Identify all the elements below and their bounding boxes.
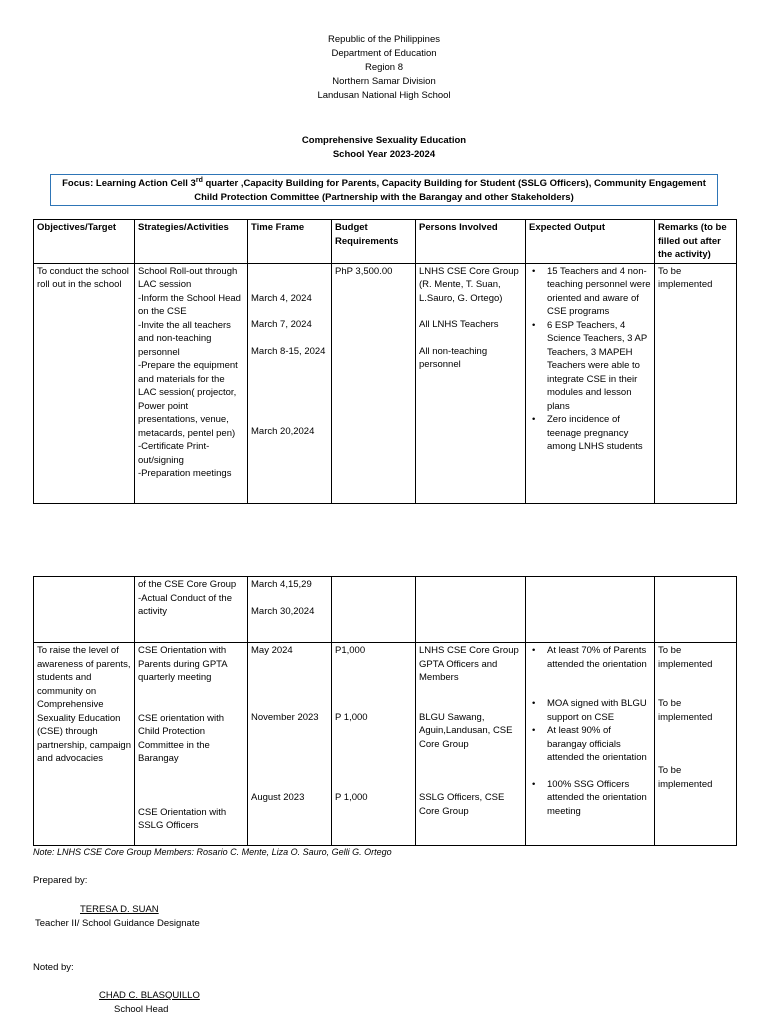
header-department: Department of Education xyxy=(331,48,437,59)
time-item: March 4,15,29 xyxy=(251,579,312,590)
strategy-item: -Preparation meetings xyxy=(138,468,232,479)
focus-superscript: rd xyxy=(195,176,203,184)
col-header-time-frame: Time Frame xyxy=(248,220,332,264)
objective-cell xyxy=(34,577,135,643)
time-item: March 7, 2024 xyxy=(251,319,312,330)
document-header xyxy=(0,33,768,103)
table-row xyxy=(34,577,737,643)
person-item: All LNHS Teachers xyxy=(419,319,499,330)
strategy-item: -Invite the all teachers and non-teaching personnel xyxy=(138,319,231,358)
person-item: LNHS CSE Core Group (R. Mente, T. Suan, L.Sauro, G. Ortego) xyxy=(419,265,519,304)
persons-cell xyxy=(416,643,526,846)
time-frame-cell xyxy=(248,263,332,503)
time-item: November 2023 xyxy=(251,711,319,723)
remarks-item: To be implemented xyxy=(658,645,713,670)
header-division: Northern Samar Division xyxy=(332,76,436,87)
strategy-item: -Certificate Print-out/signing xyxy=(138,441,210,466)
time-item: May 2024 xyxy=(251,645,293,656)
time-item: March 4, 2024 xyxy=(251,292,312,304)
header-republic: Republic of the Philippines xyxy=(328,34,440,45)
plan-table-page1 xyxy=(33,219,737,504)
time-frame-cell xyxy=(248,643,332,846)
persons-cell xyxy=(416,577,526,643)
col-header-persons: Persons Involved xyxy=(416,220,526,264)
output-list xyxy=(529,778,651,819)
col-header-strategies: Strategies/Activities xyxy=(135,220,248,264)
objective-cell: To conduct the school roll out in the school xyxy=(34,263,135,503)
expected-output-cell xyxy=(526,263,655,503)
output-list xyxy=(529,265,651,454)
remarks-item: To be implemented xyxy=(658,698,713,723)
remarks-item: To be implemented xyxy=(658,765,713,790)
core-group-note: Note: LNHS CSE Core Group Members: Rosario C. Mente, Liza O. Sauro, Gelli G. Ortego xyxy=(33,847,392,857)
remarks-cell xyxy=(655,643,737,846)
budget-cell xyxy=(332,577,416,643)
person-item: All non-teaching personnel xyxy=(419,345,488,370)
plan-table-page2 xyxy=(33,576,737,846)
expected-output-cell xyxy=(526,577,655,643)
strategy-item: -Prepare the equipment and materials for the LAC session( projector, Power point presentations, venue, metacards, pentel pen) xyxy=(138,360,238,439)
strategies-cell xyxy=(135,577,248,643)
table-row xyxy=(34,263,737,503)
time-item: March 20,2024 xyxy=(251,426,315,437)
table-row xyxy=(34,643,737,846)
strategy-item: CSE Orientation with SSLG Officers xyxy=(138,806,227,831)
output-list xyxy=(529,644,651,671)
time-item: August 2023 xyxy=(251,792,305,803)
budget-cell: PhP 3,500.00 xyxy=(332,263,416,503)
focus-box xyxy=(50,174,718,206)
remarks-cell xyxy=(655,577,737,643)
time-item: March 8-15, 2024 xyxy=(251,345,326,357)
prepared-by-name: TERESA D. SUAN xyxy=(80,904,159,915)
focus-text-end: quarter ,Capacity Building for Parents, Capacity Building for Student (SSLG Officers), Community Engagement Child Protection Committee (Partnership with the Barangay and other Stakeholders) xyxy=(194,178,706,203)
output-item: • 15 Teachers and 4 non-teaching personnel were oriented and aware of CSE programs xyxy=(547,265,651,319)
strategy-item: School Roll-out through LAC session xyxy=(138,265,238,290)
title-school-year: School Year 2023-2024 xyxy=(332,149,436,160)
output-list xyxy=(529,697,651,765)
noted-by-name: CHAD C. BLASQUILLO xyxy=(99,990,200,1001)
output-item: • 100% SSG Officers attended the orientation meeting xyxy=(547,778,651,819)
noted-by-label: Noted by: xyxy=(33,962,74,973)
strategy-item: CSE Orientation with Parents during GPTA quarterly meeting xyxy=(138,645,228,683)
remarks-cell: To be implemented xyxy=(655,263,737,503)
objective-cell: To raise the level of awareness of parents, students and community on Comprehensive Sexuality Education (CSE) through partnership, campaign and advocacies xyxy=(34,643,135,846)
document-title xyxy=(0,134,768,162)
expected-output-cell xyxy=(526,643,655,846)
budget-item: P1,000 xyxy=(335,645,366,656)
person-item: SSLG Officers, CSE Core Group xyxy=(419,792,505,817)
strategy-item: -Actual Conduct of the activity xyxy=(138,592,232,617)
strategies-cell xyxy=(135,263,248,503)
person-item: BLGU Sawang, Aguin,Landusan, CSE Core Group xyxy=(419,711,513,750)
strategy-item: -Inform the School Head on the CSE xyxy=(138,292,241,317)
col-header-budget: Budget Requirements xyxy=(332,220,416,264)
title-program: Comprehensive Sexuality Education xyxy=(301,135,467,146)
col-header-expected-output: Expected Output xyxy=(526,220,655,264)
strategy-item: CSE orientation with Child Protection Committee in the Barangay xyxy=(138,712,225,764)
strategy-item: of the CSE Core Group xyxy=(138,579,237,590)
prepared-by-label: Prepared by: xyxy=(33,875,88,886)
header-school: Landusan National High School xyxy=(317,90,451,101)
noted-by-position: School Head xyxy=(114,1004,169,1015)
budget-item: P 1,000 xyxy=(335,792,368,803)
col-header-remarks: Remarks (to be filled out after the activity) xyxy=(655,220,737,264)
table-header-row xyxy=(34,220,737,264)
budget-cell xyxy=(332,643,416,846)
output-item: • At least 70% of Parents attended the orientation xyxy=(547,644,651,671)
prepared-by-position: Teacher II/ School Guidance Designate xyxy=(35,918,200,929)
output-item: • 6 ESP Teachers, 4 Science Teachers, 3 AP Teachers, 3 MAPEH Teachers were able to integrate CSE in their modules and lesson plans xyxy=(547,319,651,414)
col-header-objectives: Objectives/Target xyxy=(34,220,135,264)
time-item: March 30,2024 xyxy=(251,605,315,617)
person-item: LNHS CSE Core Group GPTA Officers and Members xyxy=(419,645,519,683)
persons-cell xyxy=(416,263,526,503)
output-item: • MOA signed with BLGU support on CSE xyxy=(547,697,651,724)
focus-text-start: Focus: Learning Action Cell 3 xyxy=(62,178,196,189)
time-frame-cell xyxy=(248,577,332,643)
output-item: • Zero incidence of teenage pregnancy among LNHS students xyxy=(547,413,651,454)
strategies-cell xyxy=(135,643,248,846)
header-region: Region 8 xyxy=(364,62,404,73)
budget-item: P 1,000 xyxy=(335,711,368,723)
output-item: • At least 90% of barangay officials attended the orientation xyxy=(547,724,651,765)
